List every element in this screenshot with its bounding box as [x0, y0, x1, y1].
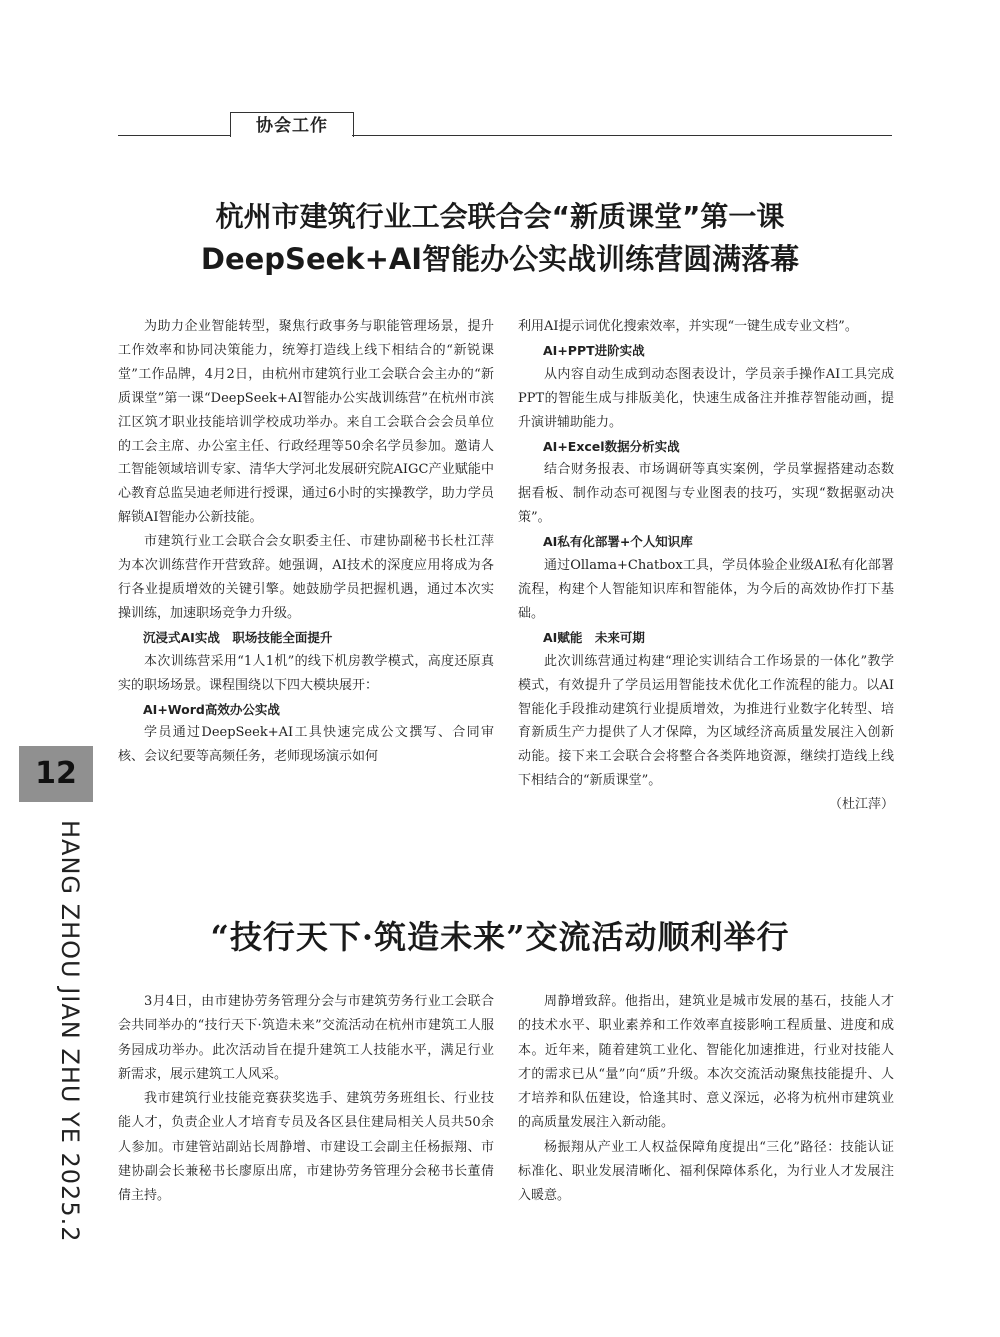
- section-label: 协会工作: [230, 112, 354, 137]
- article1-paragraph: 为助力企业智能转型，聚焦行政事务与职能管理场景，提升工作效率和协同决策能力，统筹打造线上线下相结合的“新锐课堂”工作品牌，4月2日，由杭州市建筑行业工会联合会主办的“新质课堂”第一课“DeepSeek+AI智能办公实战训练营”在杭州市滨江区筑才职业技能培训学校成功举办。来自工会联合会会员单位的工会主席、办公室主任、行政经理等50余名学员参加。邀请人工智能领域培训专家、清华大学河北发展研究院AIGC产业赋能中心教育总监吴迪老师进行授课，通过6小时的实操教学，助力学员解锁AI智能办公新技能。: [118, 319, 494, 526]
- article1-title-line2: DeepSeek+AI智能办公实战训练营圆满落幕: [200, 242, 800, 276]
- article2-paragraph: 我市建筑行业技能竞赛获奖选手、建筑劳务班组长、行业技能人才，负责企业人才培育专员及各区县住建局相关人员共50余人参加。市建管站副站长周静增、市建设工会副主任杨振翔、市建协副会长兼秘书长廖原出席，市建协劳务管理分会秘书长董倩倩主持。: [118, 1091, 494, 1204]
- article2-title: “技行天下·筑造未来”交流活动顺利举行: [210, 918, 790, 956]
- header-rule-right: [352, 135, 892, 136]
- article2-left-column: [118, 990, 494, 1209]
- article1-subheading: 沉浸式AI实战 职场技能全面提升: [143, 629, 333, 645]
- article1-paragraph: 从内容自动生成到动态图表设计，学员亲手操作AI工具完成PPT的智能生成与排版美化，快速生成备注并推荐智能动画，提升演讲辅助能力。: [518, 366, 894, 430]
- article1-paragraph: 结合财务报表、市场调研等真实案例，学员掌握搭建动态数据看板、制作动态可视图与专业图表的技巧，实现“数据驱动决策”。: [518, 462, 894, 526]
- article1-title: [100, 196, 900, 280]
- article1-paragraph: 学员通过DeepSeek+AI工具快速完成公文撰写、合同审核、会议纪要等高频任务，老师现场演示如何: [118, 725, 494, 765]
- page-number: 12: [19, 746, 93, 802]
- article1-subheading: AI+PPT进阶实战: [543, 342, 645, 358]
- article1-paragraph: 通过Ollama+Chatbox工具，学员体验企业级AI私有化部署流程，构建个人智能知识库和智能体，为今后的高效协作打下基础。: [518, 558, 894, 621]
- article1-subheading: AI私有化部署+个人知识库: [543, 534, 693, 550]
- article2-paragraph: 周静增致辞。他指出，建筑业是城市发展的基石，技能人才的技术水平、职业素养和工作效率直接影响工程质量、进度和成本。近年来，随着建筑工业化、智能化加速推进，行业对技能人才的需求已从“量”向“质”升级。本次交流活动聚焦技能提升、人才培养和队伍建设，恰逢其时、意义深远，必将为杭州市建筑业的高质量发展注入新动能。: [518, 994, 894, 1131]
- section-header: [118, 112, 892, 142]
- article2-paragraph: 杨振翔从产业工人权益保障角度提出“三化”路径：技能认证标准化、职业发展清晰化、福利保障体系化，为行业人才发展注入暖意。: [518, 1139, 894, 1204]
- article1-subheading: AI赋能 未来可期: [543, 629, 645, 645]
- journal-vertical-label: HANG ZHOU JIAN ZHU YE 2025.2: [56, 820, 84, 1243]
- article1-left-column: [118, 315, 494, 769]
- header-rule-left: [118, 135, 231, 136]
- article1-title-line1: 杭州市建筑行业工会联合会“新质课堂”第一课: [215, 200, 785, 233]
- article2-right-column: [518, 990, 894, 1209]
- article1-signature: （杜江萍）: [828, 797, 894, 813]
- article1-paragraph: 本次训练营采用“1人1机”的线下机房教学模式，高度还原真实的职场场景。课程围绕以下四大模块展开：: [118, 653, 494, 693]
- article1-right-column: [518, 315, 894, 817]
- article1-subheading: AI+Word高效办公实战: [143, 701, 280, 717]
- article2-paragraph: 3月4日，由市建协劳务管理分会与市建筑劳务行业工会联合会共同举办的“技行天下·筑造未来”交流活动在杭州市建筑工人服务园成功举办。此次活动旨在提升建筑工人技能水平，满足行业新需求，展示建筑工人风采。: [118, 994, 494, 1082]
- article1-paragraph: 市建筑行业工会联合会女职委主任、市建协副秘书长杜江萍为本次训练营作开营致辞。她强调，AI技术的深度应用将成为各行各业提质增效的关键引擎。她鼓励学员把握机遇，通过本次实操训练，加速职场竞争力升级。: [118, 534, 494, 621]
- article1-paragraph: 此次训练营通过构建“理论实训结合工作场景的一体化”教学模式，有效提升了学员运用智能技术优化工作流程的能力。以AI智能化手段推动建筑行业提质增效，为推进行业数字化转型、培育新质生产力提供了人才保障，为区域经济高质量发展注入创新动能。接下来工会联合会将整合各类阵地资源，继续打造线上线下相结合的“新质课堂”。: [518, 653, 894, 789]
- article1-paragraph: 利用AI提示词优化搜索效率，并实现“一键生成专业文档”。: [518, 319, 858, 334]
- article1-subheading: AI+Excel数据分析实战: [543, 438, 680, 454]
